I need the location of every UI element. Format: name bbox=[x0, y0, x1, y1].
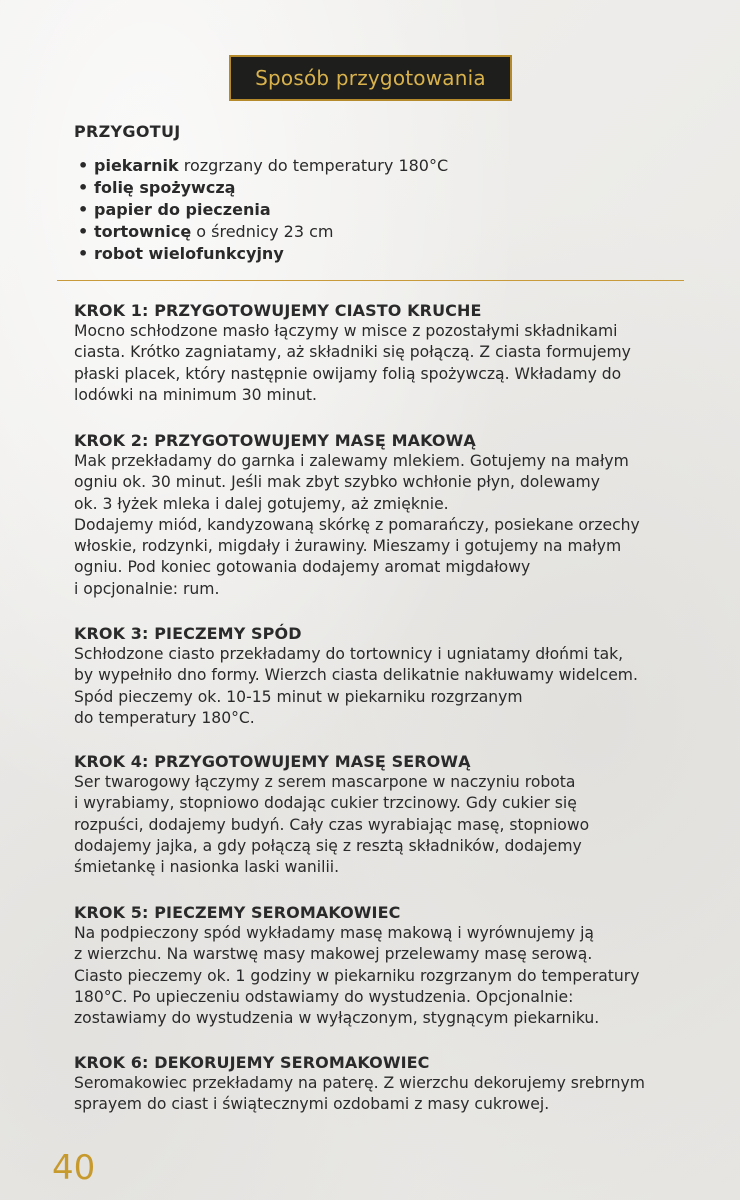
item-bold: papier do pieczenia bbox=[94, 200, 271, 219]
list-item bbox=[74, 199, 694, 221]
step-heading: KROK 3: PIECZEMY SPÓD bbox=[74, 624, 302, 643]
step-heading: KROK 4: PRZYGOTOWUJEMY MASĘ SEROWĄ bbox=[74, 752, 471, 771]
step-text: Na podpieczony spód wykładamy masę makową i wyrównujemy ją z wierzchu. Na warstwę masy makowej przelewamy masę serową. Ciasto pieczemy ok. 1 godziny w piekarniku rozgrzanym do temperatury 180°C. Po upieczeniu odstawiamy do wystudzenia. Opcjonalnie: zostawiamy do wystudzenia w wyłączonym, stygnącym piekarniku. bbox=[74, 924, 640, 1028]
item-text: rozgrzany do temperatury 180°C bbox=[178, 156, 449, 175]
section-divider bbox=[57, 280, 684, 281]
list-item bbox=[74, 177, 694, 199]
step-4 bbox=[74, 751, 589, 878]
section-title-box bbox=[229, 55, 512, 101]
step-text: Ser twarogowy łączymy z serem mascarpone w naczyniu robota i wyrabiamy, stopniowo dodając cukier trzcinowy. Gdy cukier się rozpuści, dodajemy budyń. Cały czas wyrabiając masę, stopniowo dodajemy jajka, a gdy połączą się z resztą składników, dodajemy śmietankę i nasionka laski wanilii. bbox=[74, 773, 590, 877]
step-text: Mocno schłodzone masło łączymy w misce z pozostałymi składnikami ciasta. Krótko zagniatamy, aż składniki się połączą. Z ciasta formujemy płaski placek, który następnie owijamy folią spożywczą. Wkładamy do lodówki na minimum 30 minut. bbox=[74, 322, 631, 404]
step-heading: KROK 5: PIECZEMY SEROMAKOWIEC bbox=[74, 903, 401, 922]
page-number: 40 bbox=[52, 1148, 96, 1188]
step-heading: KROK 2: PRZYGOTOWUJEMY MASĘ MAKOWĄ bbox=[74, 431, 476, 450]
step-3 bbox=[74, 623, 638, 729]
item-bold: piekarnik bbox=[94, 156, 179, 175]
step-text: Mak przekładamy do garnka i zalewamy mlekiem. Gotujemy na małym ogniu ok. 30 minut. Jeśli mak zbyt szybko wchłonie płyn, dolewamy ok. 3 łyżek mleka i dalej gotujemy, aż zmięknie. Dodajemy miód, kandyzowaną skórkę z pomarańczy, posiekane orzechy włoskie, rodzynki, migdały i żurawiny. Mieszamy i gotujemy na małym ogniu. Pod koniec gotowania dodajemy aromat migdałowy i opcjonalnie: rum. bbox=[74, 452, 640, 598]
step-2 bbox=[74, 430, 640, 600]
item-text: o średnicy 23 cm bbox=[191, 222, 334, 241]
list-item bbox=[74, 221, 694, 243]
prepare-heading: PRZYGOTUJ bbox=[74, 122, 181, 141]
step-heading: KROK 6: DEKORUJEMY SEROMAKOWIEC bbox=[74, 1053, 430, 1072]
step-text: Seromakowiec przekładamy na paterę. Z wierzchu dekorujemy srebrnym sprayem do ciast i świątecznymi ozdobami z masy cukrowej. bbox=[74, 1074, 645, 1114]
item-bold: tortownicę bbox=[94, 222, 192, 241]
step-5 bbox=[74, 902, 639, 1029]
item-bold: folię spożywczą bbox=[94, 178, 236, 197]
list-item bbox=[74, 243, 694, 265]
step-1 bbox=[74, 300, 631, 406]
step-text: Schłodzone ciasto przekładamy do tortownicy i ugniatamy dłońmi tak, by wypełniło dno formy. Wierzch ciasta delikatnie nakłuwamy widelcem. Spód pieczemy ok. 10-15 minut w piekarniku rozgrzanym do temperatury 180°C. bbox=[74, 645, 638, 727]
step-heading: KROK 1: PRZYGOTOWUJEMY CIASTO KRUCHE bbox=[74, 301, 482, 320]
prepare-list bbox=[74, 155, 694, 265]
item-bold: robot wielofunkcyjny bbox=[94, 244, 284, 263]
step-6 bbox=[74, 1052, 645, 1116]
list-item bbox=[74, 155, 694, 177]
prepare-section bbox=[74, 122, 694, 265]
section-title: Sposób przygotowania bbox=[255, 66, 486, 90]
